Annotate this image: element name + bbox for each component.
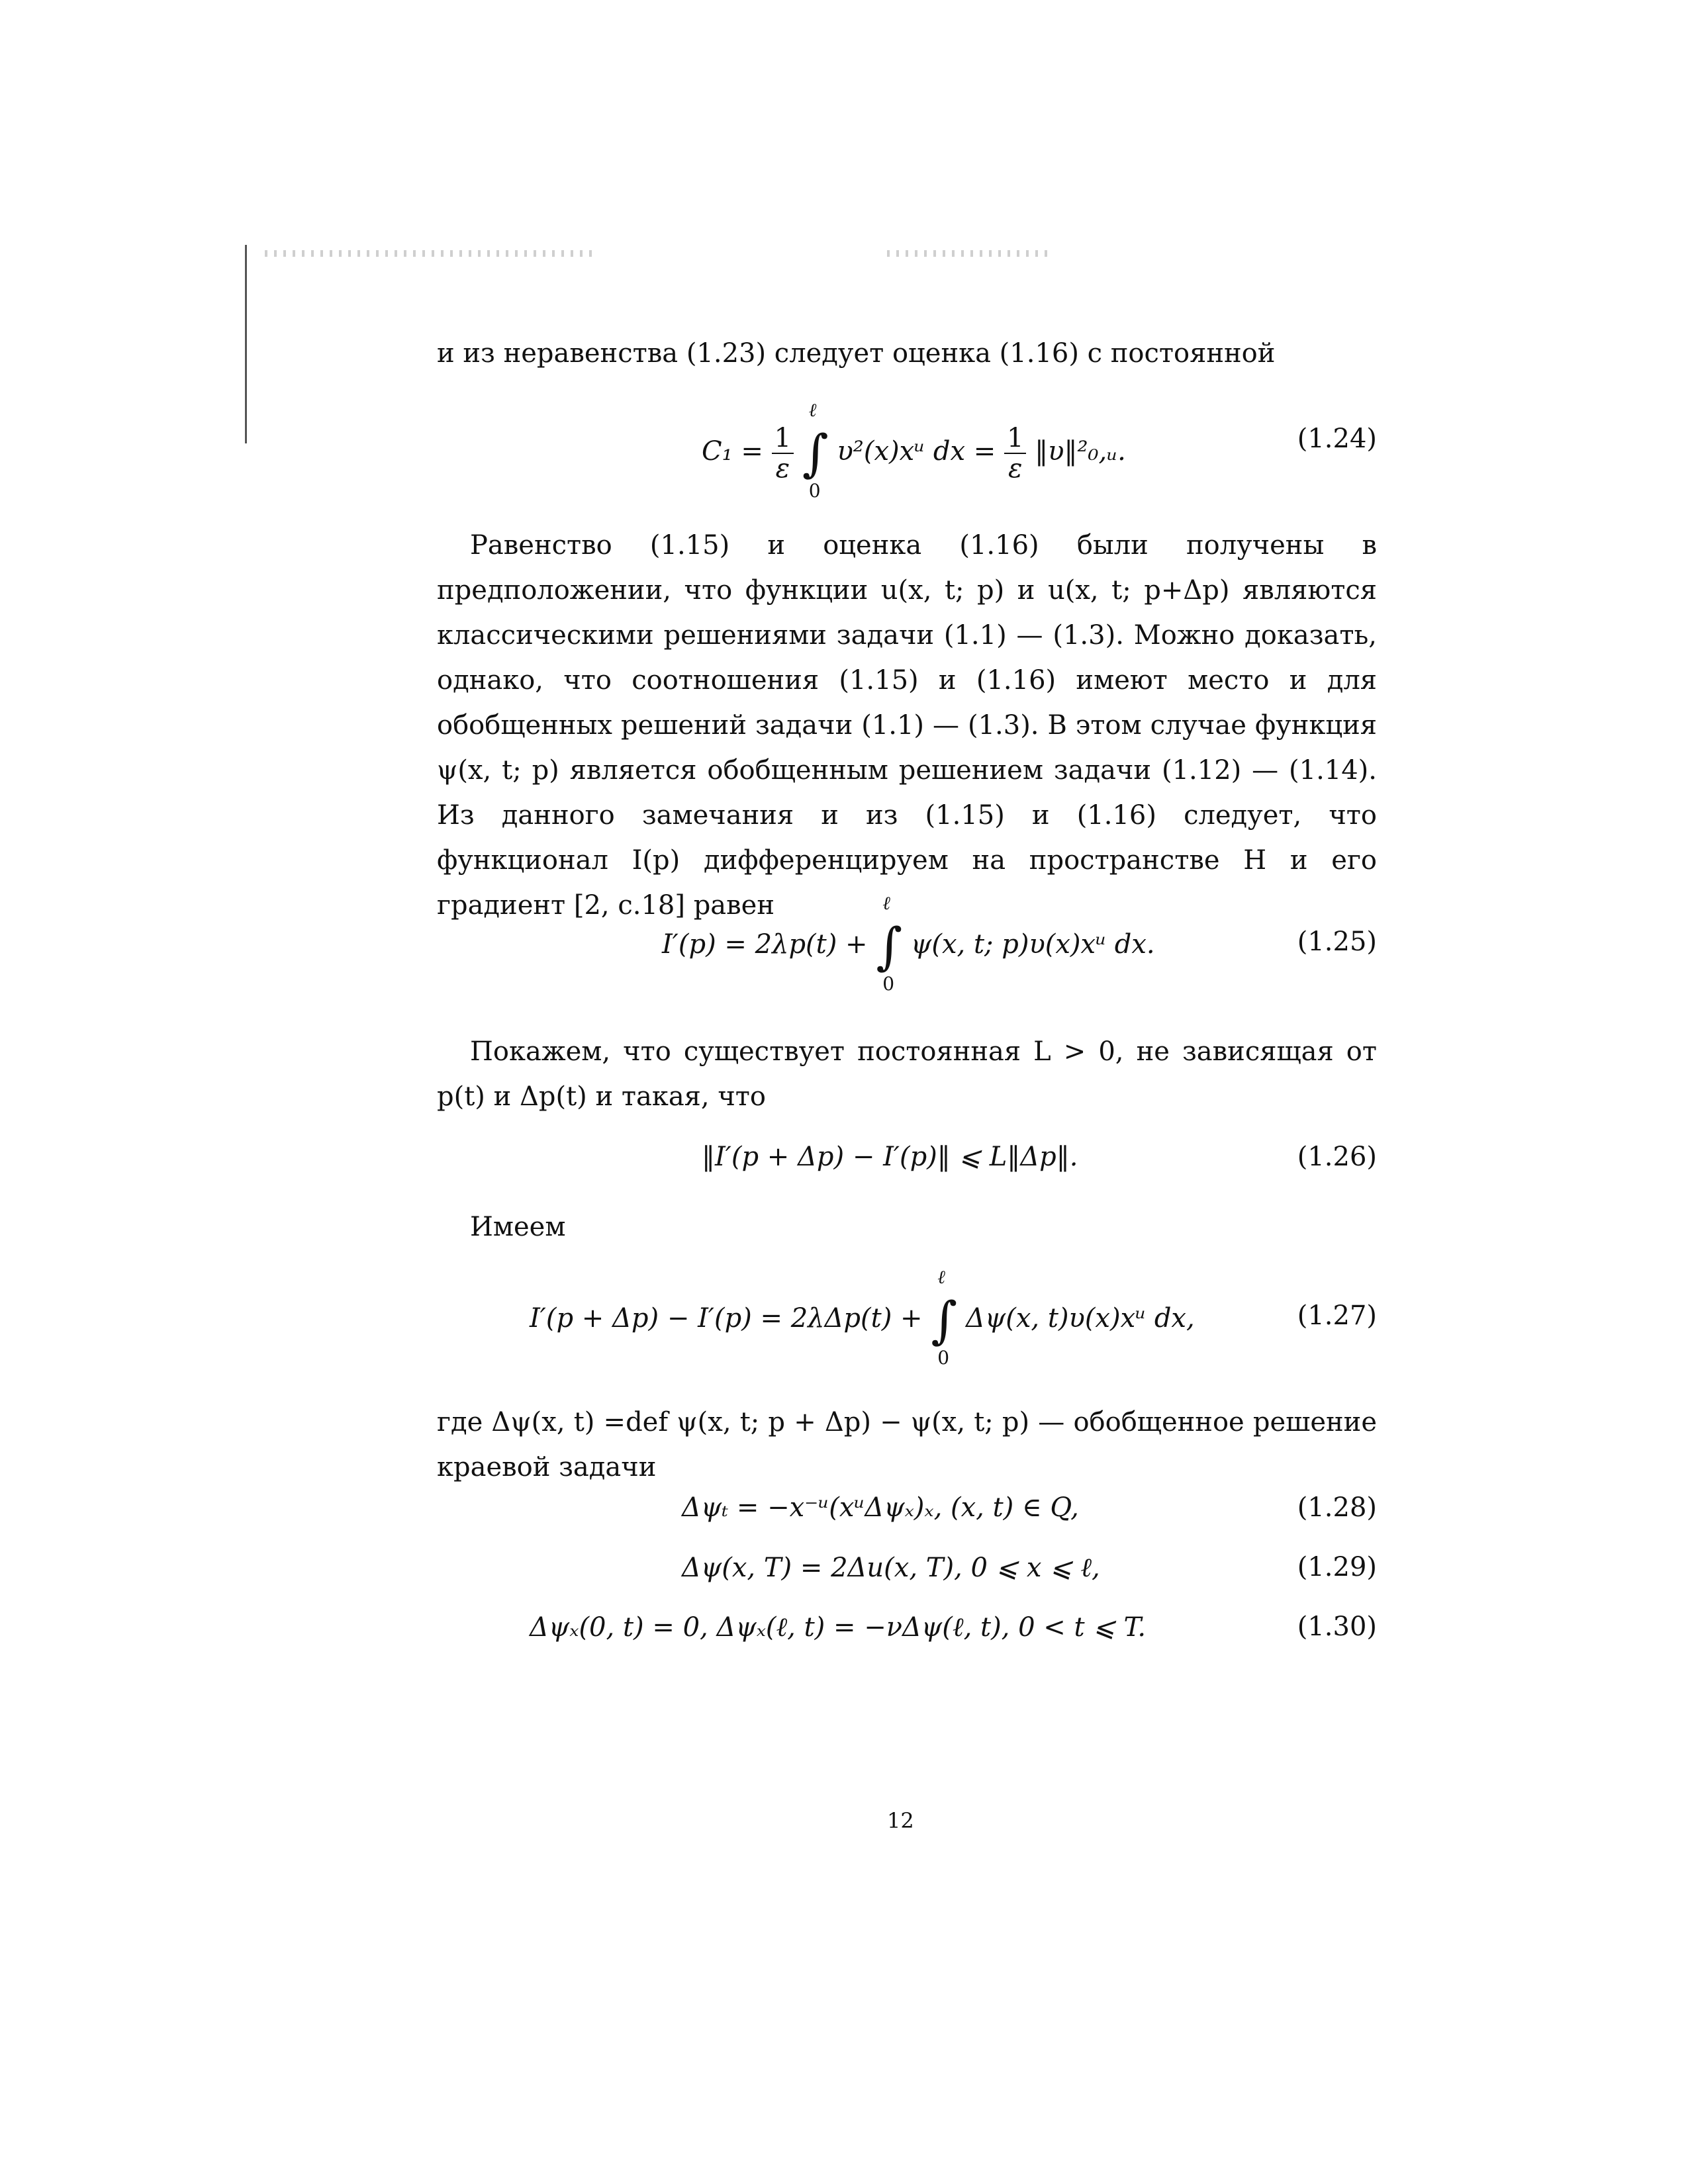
equation-body: ‖I′(p + Δp) − I′(p)‖ ⩽ L‖Δp‖.	[702, 1142, 1078, 1172]
equation-body: Δψ(x, T) = 2Δu(x, T), 0 ⩽ x ⩽ ℓ,	[682, 1553, 1100, 1583]
equation-body	[530, 1266, 1195, 1369]
paragraph-claim: Покажем, что существует постоянная L > 0, не зависящая от p(t) и Δp(t) и такая, что	[437, 1036, 1377, 1112]
equation-1-26	[437, 1128, 1377, 1181]
integral-lower-limit: 0	[937, 1347, 950, 1369]
equation-number: (1.28)	[1297, 1492, 1377, 1523]
scan-border-line	[245, 245, 247, 443]
integral-sign: ℓ ∫ 0	[931, 1266, 958, 1369]
fraction	[1004, 424, 1026, 483]
eq-lhs: I′(p + Δp) − I′(p) = 2λΔp(t) +	[530, 1303, 923, 1334]
equation-body: Δψₓ(0, t) = 0, Δψₓ(ℓ, t) = −νΔψ(ℓ, t), 0 < t ⩽ T.	[530, 1612, 1147, 1643]
integrand: ψ(x, t; p)υ(x)xᵘ dx.	[911, 929, 1155, 960]
equation-body	[662, 892, 1155, 995]
equation-body: Δψₜ = −x⁻ᵘ(xᵘΔψₓ)ₓ, (x, t) ∈ Q,	[682, 1492, 1079, 1523]
fraction-denominator: ε	[775, 453, 790, 484]
fraction-numerator: 1	[1004, 424, 1026, 454]
integral-sign: ℓ ∫ 0	[802, 399, 829, 502]
integral-lower-limit: 0	[882, 973, 895, 995]
paragraph-intro: и из неравенства (1.23) следует оценка (1.16) с постоянной	[437, 338, 1276, 369]
integral-lower-limit: 0	[808, 480, 821, 502]
eq-lhs: C₁ =	[702, 436, 763, 467]
equation-number: (1.30)	[1297, 1612, 1377, 1642]
paragraph-main: Равенство (1.15) и оценка (1.16) были получены в предположении, что функции u(x, t; p) и u(x, t; p+Δp) являются классическими решениями задачи (1.1) — (1.3). Можно доказать, однако, что соотношения (1.15) и (1.16) имеют место и для обобщенных решений задачи (1.1) — (1.3). В этом случае функция ψ(x, t; p) является обобщенным решением задачи (1.12) — (1.14). Из данного замечания и из (1.15) и (1.16) следует, что функционал I(p) дифференцируем на пространстве H и его градиент [2, с.18] равен	[437, 530, 1377, 921]
integral-sign: ℓ ∫ 0	[876, 892, 903, 995]
equation-1-25	[437, 892, 1377, 995]
equation-number: (1.25)	[1297, 927, 1377, 957]
integral-upper-limit: ℓ	[882, 892, 890, 914]
equation-1-24	[437, 399, 1377, 502]
integrand: Δψ(x, t)υ(x)xᵘ dx,	[965, 1303, 1195, 1334]
equation-1-27	[437, 1266, 1377, 1369]
equation-1-30	[437, 1602, 1377, 1648]
fraction	[772, 424, 794, 483]
equation-1-28	[437, 1482, 1377, 1529]
equation-body	[702, 399, 1126, 502]
equation-number: (1.29)	[1297, 1552, 1377, 1582]
fraction-numerator: 1	[772, 424, 794, 454]
eq-lhs: I′(p) = 2λp(t) +	[662, 929, 868, 960]
integral-upper-limit: ℓ	[937, 1266, 945, 1288]
page-number: 12	[887, 1808, 914, 1833]
integrand: υ²(x)xᵘ dx =	[837, 436, 996, 467]
equation-number: (1.27)	[1297, 1300, 1377, 1331]
paragraph-where: где Δψ(x, t) =def ψ(x, t; p + Δp) − ψ(x, t; p) — обобщенное решение краевой задачи	[437, 1407, 1377, 1482]
scan-noise	[887, 250, 1053, 257]
norm-expression: ‖υ‖²₀,ᵤ.	[1035, 436, 1126, 467]
scan-noise	[265, 250, 596, 257]
paragraph-have: Имеем	[470, 1212, 566, 1242]
equation-number: (1.24)	[1297, 424, 1377, 454]
fraction-denominator: ε	[1008, 453, 1023, 484]
integral-upper-limit: ℓ	[808, 399, 817, 421]
equation-1-29	[437, 1542, 1377, 1588]
equation-number: (1.26)	[1297, 1142, 1377, 1172]
